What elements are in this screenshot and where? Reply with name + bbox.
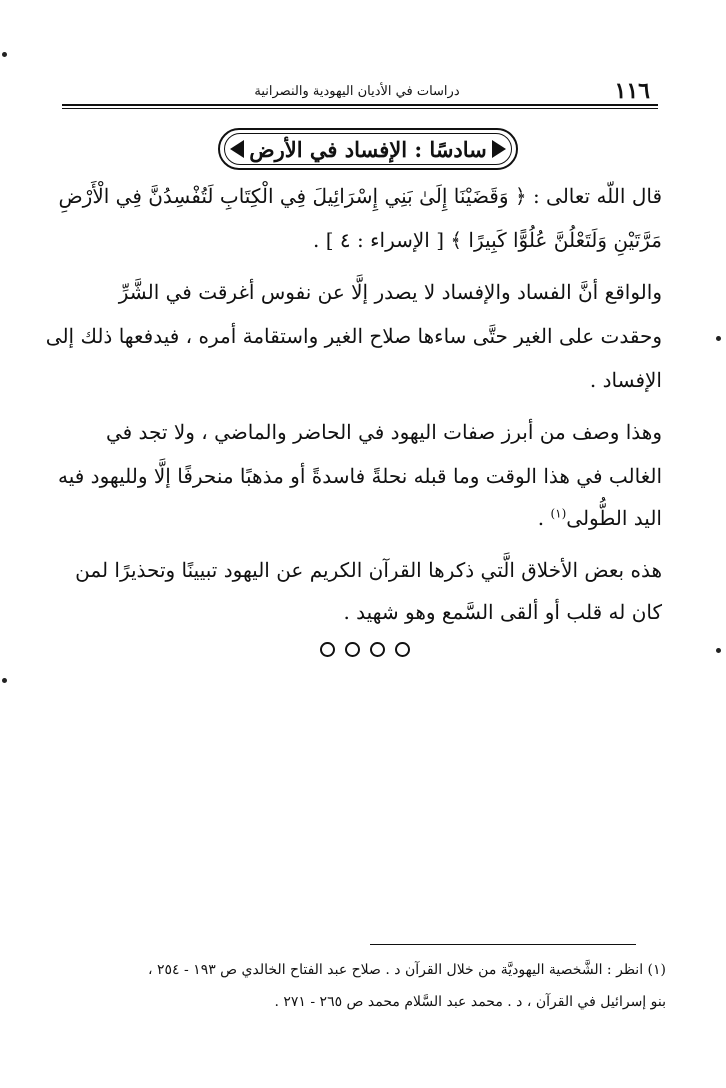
scan-mark (716, 336, 721, 341)
ornament-circle-icon (395, 642, 410, 657)
page-header (62, 78, 658, 104)
paragraph-1-line-2: مَرَّتَيْنِ وَلَتَعْلُنَّ عُلُوًّا كَبِيرًا ﴾ [ الإسراء : ٤ ] . (313, 228, 662, 252)
ornament-circle-icon (320, 642, 335, 657)
paragraph-2-line-3: الإفساد . (589, 368, 662, 392)
right-arrow-ornament-icon (490, 137, 508, 161)
running-title: دراسات في الأديان اليهودية والنصرانية (254, 84, 460, 99)
scan-mark (716, 648, 721, 653)
ornament-circle-icon (345, 642, 360, 657)
footnote-line-2: بنو إسرائيل في القرآن ، د . محمد عبد السَّلام محمد ص ٢٦٥ - ٢٧١ . (274, 994, 666, 1010)
paragraph-3-line-3-end: . (537, 506, 551, 530)
footnote-rule (370, 944, 636, 945)
footnote-reference[interactable]: (١) (550, 506, 567, 521)
paragraph-2-line-2: وحقدت على الغير حتَّى ساءها صلاح الغير واستقامة أمره ، فيدفعها ذلك إلى (45, 324, 662, 348)
paragraph-3-line-1: وهذا وصف من أبرز صفات اليهود في الحاضر والماضي ، ولا تجد في (105, 420, 662, 444)
footnote-line-1: (١) انظر : الشَّخصية اليهوديَّة من خلال القرآن د . صلاح عبد الفتاح الخالدي ص ١٩٣ - ٢٥٤ ، (148, 962, 666, 978)
paragraph-3-line-3 (66, 506, 662, 530)
header-rule-thin (62, 108, 658, 109)
section-title: سادسًا : الإفساد في الأرض (249, 137, 487, 162)
paragraph-4-line-1: هذه بعض الأخلاق الَّتي ذكرها القرآن الكريم عن اليهود تبيينًا وتحذيرًا لمن (75, 558, 662, 582)
ornament-circle-icon (370, 642, 385, 657)
page-number: ١١٦ (614, 78, 650, 104)
section-end-ornament (320, 636, 410, 662)
header-rule (62, 104, 658, 106)
paragraph-2-line-1: والواقع أنَّ الفساد والإفساد لا يصدر إلَّا عن نفوس أغرقت في الشَّرِّ (118, 280, 662, 304)
paragraph-4-line-2: كان له قلب أو ألقى السَّمع وهو شهيد . (343, 600, 662, 624)
scan-mark (2, 678, 7, 683)
paragraph-1-line-1: قال اللّه تعالى : ﴿ وَقَضَيْنَا إِلَىٰ بَنِي إِسْرَائِيلَ فِي الْكِتَابِ لَتُفْسِدُنَّ فِي الْأَرْضِ (58, 184, 662, 208)
scan-mark (2, 52, 7, 57)
paragraph-3-line-2: الغالب في هذا الوقت وما قبله نحلةً فاسدةً أو مذهبًا منحرفًا إلَّا ولليهود فيه (58, 464, 662, 488)
paragraph-3-line-3-text: اليد الطُّولى (566, 506, 662, 530)
